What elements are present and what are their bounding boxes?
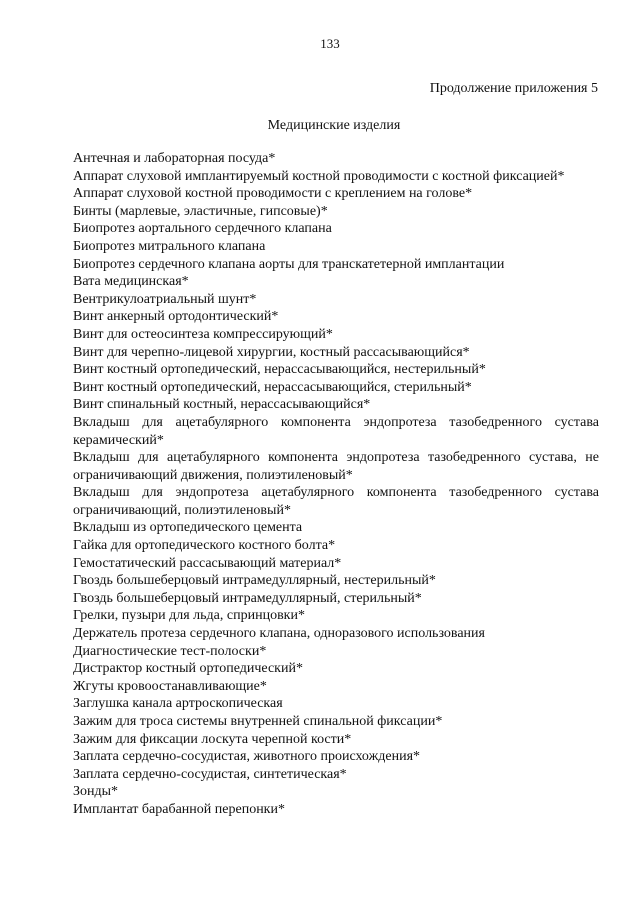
section-title: Медицинские изделия: [267, 118, 401, 133]
list-item: Винт для черепно-лицевой хирургии, костный рассасывающийся*: [73, 344, 470, 360]
list-item: Антечная и лабораторная посуда*: [73, 151, 276, 166]
list-item: Винт анкерный ортодонтический*: [73, 309, 279, 325]
list-item: Заплата сердечно-сосудистая, животного происхождения*: [73, 749, 421, 765]
list-item: Зажим для фиксации лоскута черепной кости*: [73, 731, 352, 747]
list-item: Гвоздь большеберцовый интрамедуллярный, нестерильный*: [73, 573, 436, 589]
list-item: Имплантат барабанной перепонки*: [73, 801, 285, 817]
list-item: Зонды*: [73, 784, 119, 800]
list-item: Винт костный ортопедический, нерассасывающийся, нестерильный*: [73, 362, 486, 378]
list-item: Винт для остеосинтеза компрессирующий*: [73, 326, 333, 342]
list-item: Биопротез аортального сердечного клапана: [73, 221, 332, 237]
list-item: Гайка для ортопедического костного болта*: [73, 538, 336, 554]
list-item: Дистрактор костный ортопедический*: [73, 661, 303, 677]
list-item: Жгуты кровоостанавливающие*: [73, 678, 267, 694]
list-item: Биопротез сердечного клапана аорты для транскатетерной имплантации: [73, 256, 505, 272]
list-item: Вентрикулоатриальный шунт*: [73, 291, 257, 307]
list-item: Биопротез митрального клапана: [73, 238, 266, 254]
list-item: Вкладыш для ацетабулярного компонента эндопротеза тазобедренного сустава, не ограничивающий движения, полиэтиленовый*: [73, 450, 599, 483]
list-item: Вата медицинская*: [73, 274, 189, 290]
list-item: Гвоздь большеберцовый интрамедуллярный, стерильный*: [73, 590, 422, 606]
list-item: Заглушка канала артроскопическая: [73, 696, 283, 712]
list-item: Грелки, пузыри для льда, спринцовки*: [73, 608, 305, 624]
list-item: Держатель протеза сердечного клапана, одноразового использования: [73, 626, 485, 642]
list-item: Вкладыш для ацетабулярного компонента эндопротеза тазобедренного сустава керамический*: [73, 414, 599, 448]
list-item: Зажим для троса системы внутренней спинальной фиксации*: [73, 714, 443, 729]
list-item: Гемостатический рассасывающий материал*: [73, 555, 342, 571]
list-item: Диагностические тест-полоски*: [73, 643, 267, 659]
list-item: Заплата сердечно-сосудистая, синтетическая*: [73, 766, 347, 782]
list-item: Винт костный ортопедический, нерассасывающийся, стерильный*: [73, 379, 472, 395]
list-item: Бинты (марлевые, эластичные, гипсовые)*: [73, 203, 328, 219]
list-item: Винт спинальный костный, нерассасывающийся*: [73, 397, 371, 413]
list-item: Вкладыш для эндопротеза ацетабулярного компонента тазобедренного сустава ограничивающий, полиэтиленовый*: [73, 485, 599, 518]
medical-devices-list: [73, 150, 599, 819]
appendix-label: Продолжение приложения 5: [429, 81, 598, 96]
list-item: Аппарат слуховой имплантируемый костной проводимости с костной фиксацией*: [73, 168, 565, 184]
list-item: Аппарат слуховой костной проводимости с креплением на голове*: [73, 186, 473, 202]
page-number: 133: [320, 36, 340, 51]
list-item: Вкладыш из ортопедического цемента: [73, 520, 303, 536]
